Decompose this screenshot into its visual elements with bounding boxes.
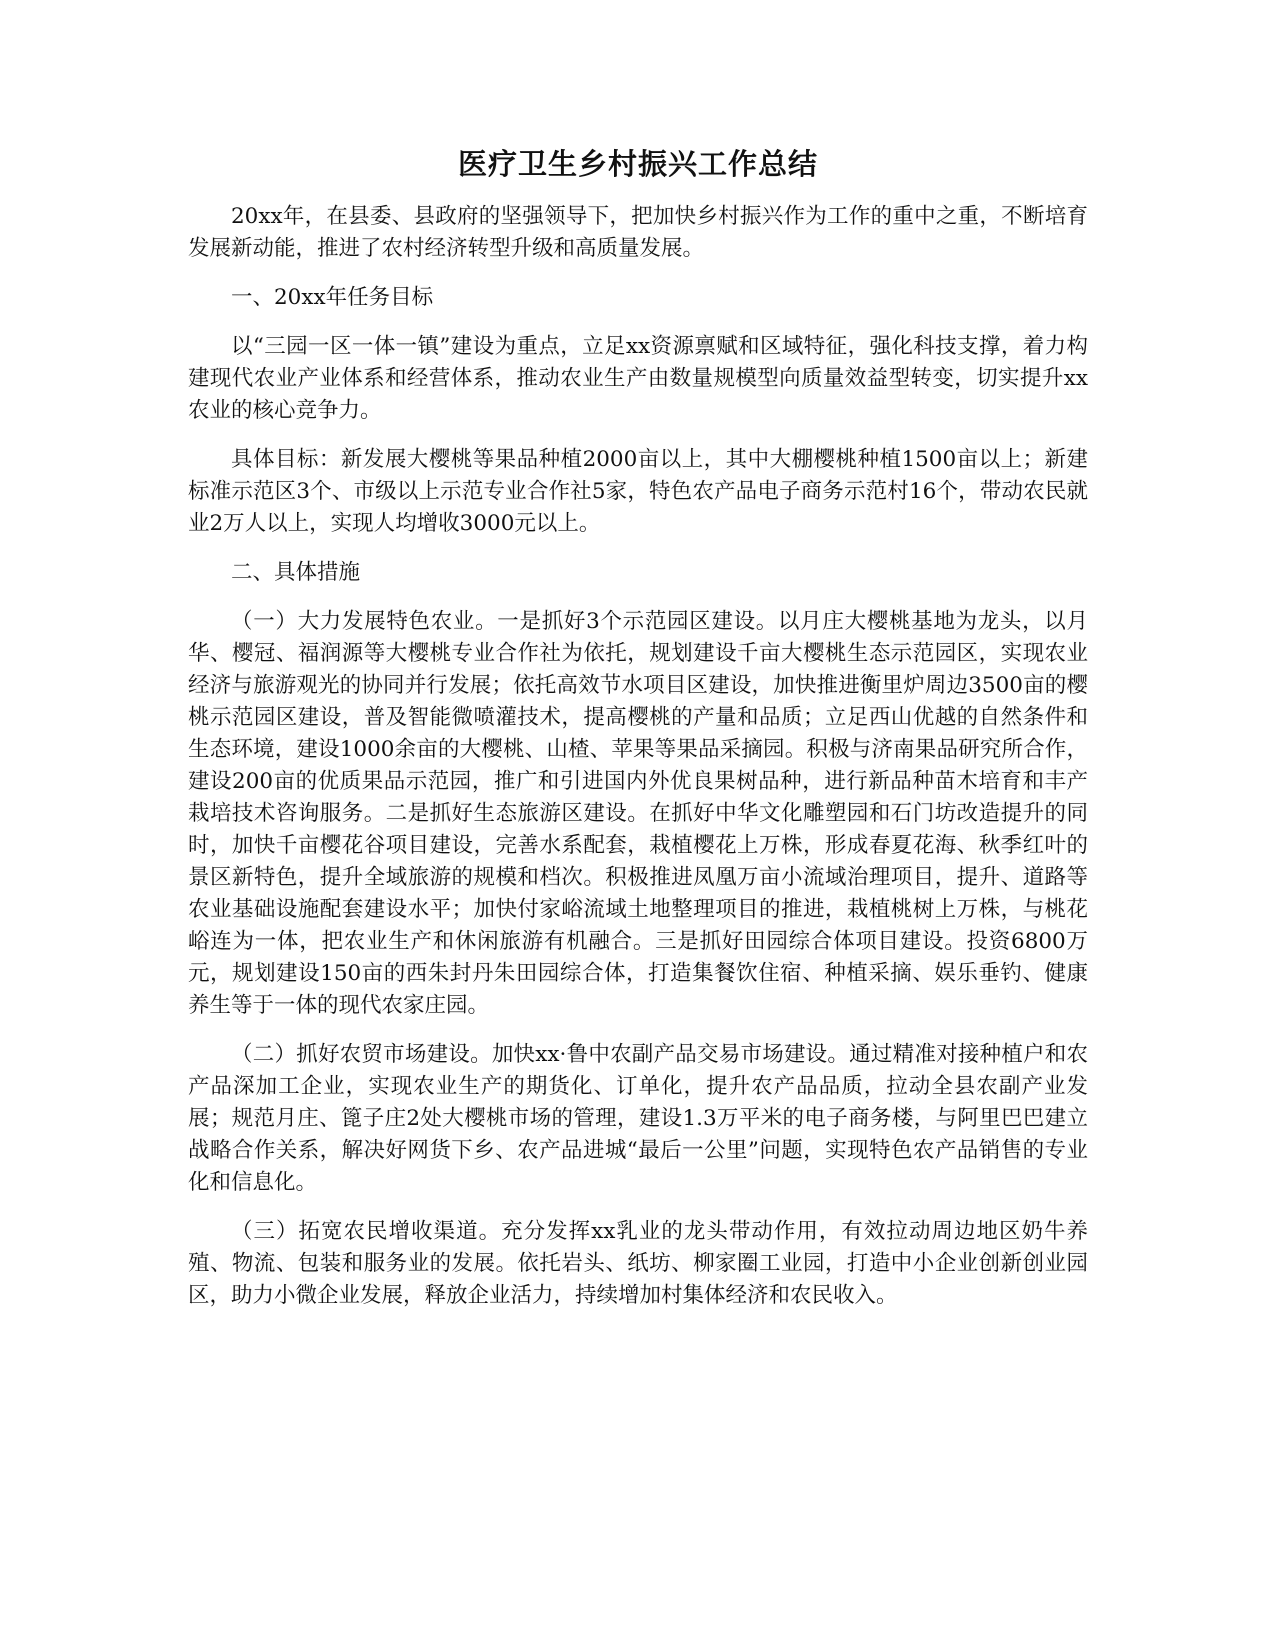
paragraph-measure-3: （三）拓宽农民增收渠道。充分发挥xx乳业的龙头带动作用，有效拉动周边地区奶牛养殖、物流、包装和服务业的发展。依托岩头、纸坊、柳家圈工业园，打造中小企业创新创业园区，助力小微企业发展，释放企业活力，持续增加村集体经济和农民收入。 — [188, 1219, 1088, 1308]
document-page — [188, 142, 1088, 1329]
section-heading-1: 一、20xx年任务目标 — [231, 285, 434, 310]
document-title: 医疗卫生乡村振兴工作总结 — [457, 147, 818, 181]
paragraph-intro: 20xx年，在县委、县政府的坚强领导下，把加快乡村振兴作为工作的重中之重，不断培育发展新动能，推进了农村经济转型升级和高质量发展。 — [188, 204, 1088, 261]
paragraph-measure-2: （二）抓好农贸市场建设。加快xx·鲁中农副产品交易市场建设。通过精准对接种植户和农产品深加工企业，实现农业生产的期货化、订单化，提升农产品品质，拉动全县农副产业发展；规范月庄、篦子庄2处大樱桃市场的管理，建设1.3万平米的电子商务楼，与阿里巴巴建立战略合作关系，解决好网货下乡、农产品进城“最后一公里”问题，实现特色农产品销售的专业化和信息化。 — [188, 1042, 1088, 1195]
section-heading-2: 二、具体措施 — [231, 560, 361, 585]
paragraph-focus: 以“三园一区一体一镇”建设为重点，立足xx资源禀赋和区域特征，强化科技支撑，着力构建现代农业产业体系和经营体系，推动农业生产由数量规模型向质量效益型转变，切实提升xx农业的核心竞争力。 — [188, 334, 1088, 423]
paragraph-specific-goals: 具体目标：新发展大樱桃等果品种植2000亩以上，其中大棚樱桃种植1500亩以上；新建标准示范区3个、市级以上示范专业合作社5家，特色农产品电子商务示范村16个，带动农民就业2万人以上，实现人均增收3000元以上。 — [188, 447, 1088, 536]
paragraph-measure-1: （一）大力发展特色农业。一是抓好3个示范园区建设。以月庄大樱桃基地为龙头，以月华、樱冠、福润源等大樱桃专业合作社为依托，规划建设千亩大樱桃生态示范园区，实现农业经济与旅游观光的协同并行发展；依托高效节水项目区建设，加快推进衡里炉周边3500亩的樱桃示范园区建设，普及智能微喷灌技术，提高樱桃的产量和品质；立足西山优越的自然条件和生态环境，建设1000余亩的大樱桃、山楂、苹果等果品采摘园。积极与济南果品研究所合作，建设200亩的优质果品示范园，推广和引进国内外优良果树品种，进行新品种苗木培育和丰产栽培技术咨询服务。二是抓好生态旅游区建设。在抓好中华文化雕塑园和石门坊改造提升的同时，加快千亩樱花谷项目建设，完善水系配套，栽植樱花上万株，形成春夏花海、秋季红叶的景区新特色，提升全域旅游的规模和档次。积极推进凤凰万亩小流域治理项目，提升、道路等农业基础设施配套建设水平；加快付家峪流域土地整理项目的推进，栽植桃树上万株，与桃花峪连为一体，把农业生产和休闲旅游有机融合。三是抓好田园综合体项目建设。投资6800万元，规划建设150亩的西朱封丹朱田园综合体，打造集餐饮住宿、种植采摘、娱乐垂钓、健康养生等于一体的现代农家庄园。 — [188, 609, 1088, 1018]
